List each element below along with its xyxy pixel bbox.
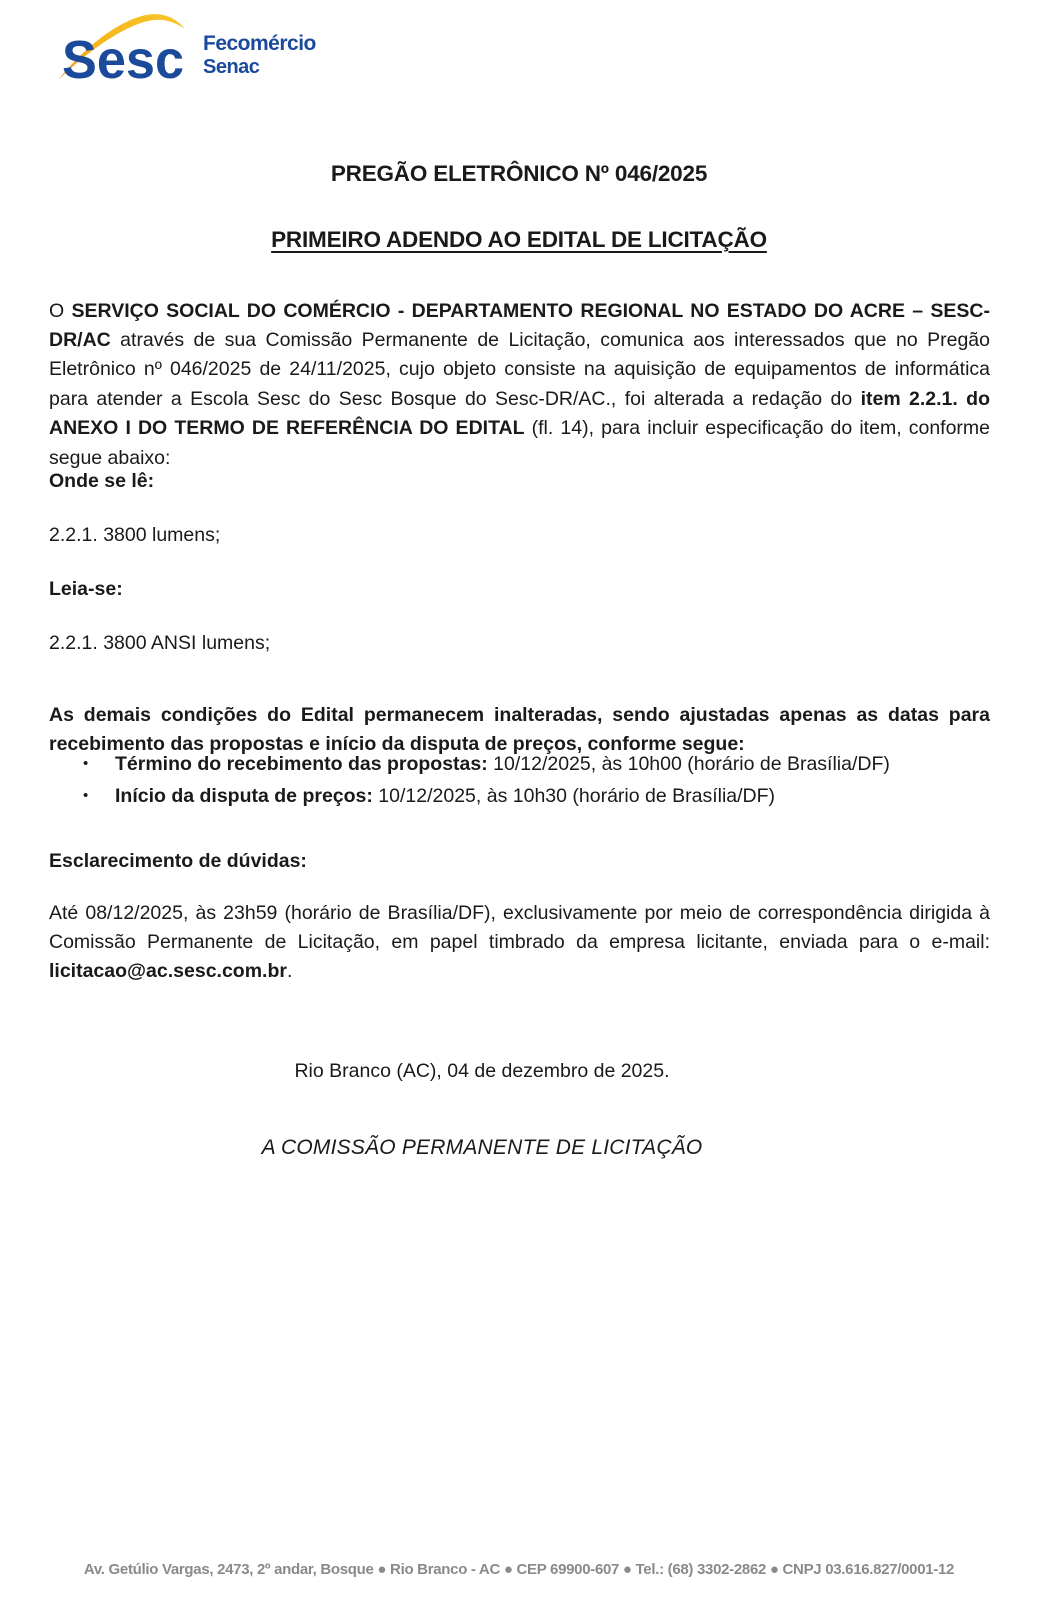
senac-wordmark: Senac <box>203 56 260 78</box>
document-title: PREGÃO ELETRÔNICO Nº 046/2025 <box>330 161 708 186</box>
read-as-label: Leia-se: <box>49 578 123 600</box>
date-location-line: Rio Branco (AC), 04 de dezembro de 2025. <box>294 1060 670 1082</box>
clarifications-body: Até 08/12/2025, às 23h59 (horário de Brasília/DF), exclusivamente por meio de correspondência dirigida à Comissão Permanente de Licitação, em papel timbrado da empresa licitante, enviada para o e-mail: <box>49 901 990 953</box>
intro-paragraph <box>49 297 990 473</box>
intro-item-reference: item 2.2.1. do ANEXO I DO TERMO DE REFERÊNCIA DO EDITAL <box>49 387 990 440</box>
intro-mid: através de sua Comissão Permanente de Licitação, comunica aos interessados que no Pregão Eletrônico nº 046/2025 de 24/11/2025, cujo objeto consiste na aquisição de equipamentos de informática para atender a Escola Sesc do Sesc Bosque do Sesc-DR/AC., foi alterada a redação do <box>49 328 990 410</box>
list-item-proposal-deadline <box>49 748 990 780</box>
where-reads-label: Onde se lê: <box>49 470 155 492</box>
where-reads-text: 2.2.1. 3800 lumens; <box>49 524 221 546</box>
document-subtitle: PRIMEIRO ADENDO AO EDITAL DE LICITAÇÃO <box>271 227 767 252</box>
list-item-dispute-start <box>49 780 990 812</box>
signature-line: A COMISSÃO PERMANENTE DE LICITAÇÃO <box>261 1136 703 1159</box>
sesc-swoosh-icon <box>58 8 203 90</box>
fecomercio-wordmark: Fecomércio <box>203 32 316 55</box>
footer-address: Av. Getúlio Vargas, 2473, 2º andar, Bosque ● Rio Branco - AC ● CEP 69900-607 ● Tel.: (68) 3302-2862 ● CNPJ 03.616.827/0001-12 <box>83 1561 955 1578</box>
bullet-icon: • <box>83 787 89 804</box>
clarifications-paragraph <box>49 899 990 987</box>
bullet-icon: • <box>83 755 89 772</box>
read-as-text: 2.2.1. 3800 ANSI lumens; <box>49 632 271 654</box>
intro-lead: O <box>49 299 72 322</box>
clarifications-period: . <box>286 960 293 983</box>
logo-secondary-wordmarks <box>203 32 316 79</box>
proposal-deadline-value: 10/12/2025, às 10h00 (horário de Brasília/DF) <box>487 753 890 775</box>
conditions-paragraph: As demais condições do Edital permanecem inalteradas, sendo ajustadas apenas as datas para recebimento das propostas e início da disputa de preços, conforme segue: <box>49 703 990 755</box>
intro-entity-name: SERVIÇO SOCIAL DO COMÉRCIO - DEPARTAMENTO REGIONAL NO ESTADO DO ACRE – SESC-DR/AC <box>49 299 990 351</box>
dispute-start-value: 10/12/2025, às 10h30 (horário de Brasília/DF) <box>372 785 776 807</box>
contact-email: licitacao@ac.sesc.com.br <box>49 960 287 983</box>
intro-tail: (fl. 14), para incluir especificação do item, conforme segue abaixo: <box>49 417 991 469</box>
sesc-wordmark: Sesc <box>62 30 184 90</box>
proposal-deadline-label: Término do recebimento das propostas: <box>115 753 488 775</box>
clarifications-heading: Esclarecimento de dúvidas: <box>49 850 307 872</box>
dispute-start-label: Início da disputa de preços: <box>115 785 373 807</box>
schedule-list <box>49 748 990 812</box>
sesc-logo <box>58 8 358 90</box>
